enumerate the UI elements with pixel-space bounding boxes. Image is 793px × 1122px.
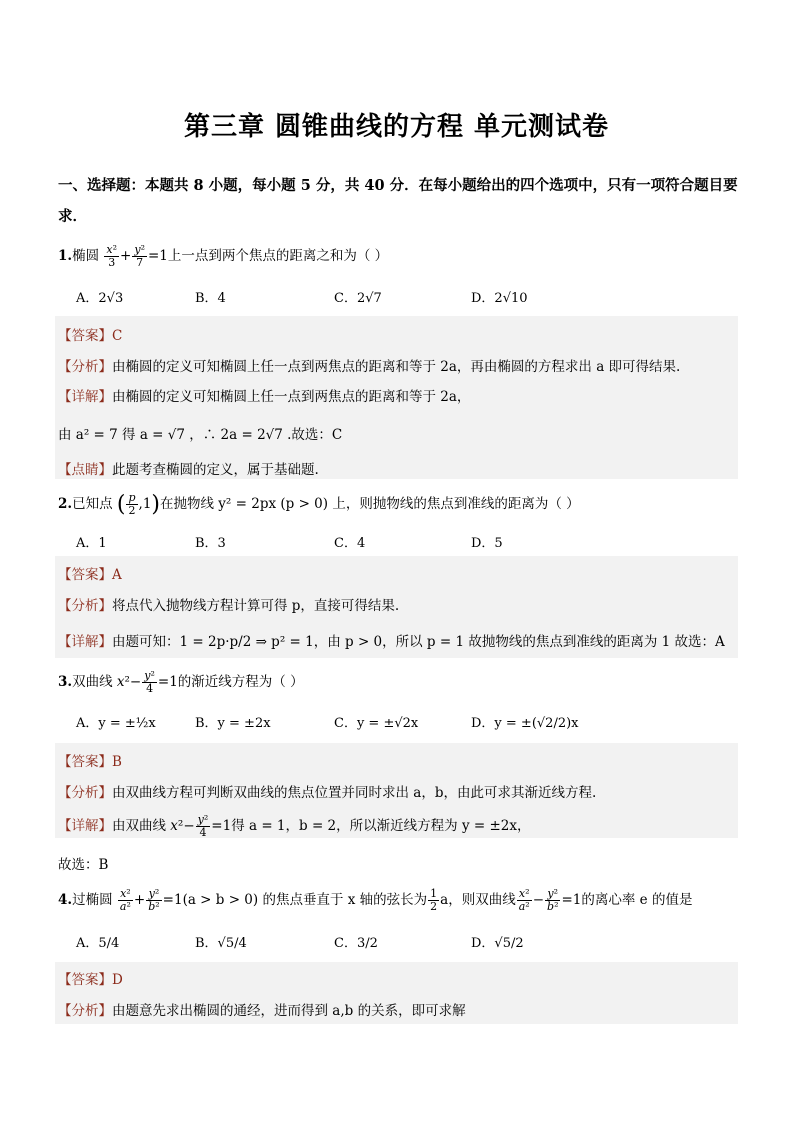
question-1: 1.椭圆 $\frac{\text{x²}}{3}$ + $\frac{\text{y²}}{7}$ =1上一点到两个焦点的距离之和为（ ）: [58, 243, 389, 269]
question-number: 1.: [58, 248, 73, 264]
option-d[interactable]: D．√5/2: [471, 936, 524, 951]
solution-box: 【答案】B 【分析】由双曲线方程可判断双曲线的焦点位置并同时求出 a，b，由此可求其渐近线方程. 【详解】由双曲线 x²− $\frac{\text{y²}}{4}$ =1得 a = 1，b = 2，所以渐近线方程为 y = ±2x，: [55, 743, 738, 838]
option-b[interactable]: B．4: [195, 291, 226, 306]
conclusion: 故选：B: [58, 857, 109, 873]
option-c[interactable]: C．4: [334, 536, 366, 551]
option-b[interactable]: B．√5/4: [195, 936, 247, 951]
solution-box: 【答案】D 【分析】由题意先求出椭圆的通经，进而得到 a,b 的关系，即可求解: [55, 962, 738, 1024]
option-b[interactable]: B．y = ±2x: [195, 716, 271, 731]
option-d[interactable]: D．5: [471, 536, 503, 551]
option-b[interactable]: B．3: [195, 536, 226, 551]
option-d[interactable]: D．y = ±(√2/2)x: [471, 716, 579, 731]
analysis-box: 【分析】由椭圆的定义可知椭圆上任一点到两焦点的距离和等于 2a，再由椭圆的方程求出 a 即可得结果.: [55, 349, 738, 379]
question-2: 2.已知点 ( $\frac{p}{2}$ ,1)在抛物线 y² = 2px (p > 0) 上，则抛物线的焦点到准线的距离为（ ）: [58, 491, 580, 517]
question-3: 3.双曲线 x²− $\frac{\text{y²}}{4}$ =1的渐近线方程为（ ）: [58, 669, 304, 695]
question-4: 4.过椭圆 $\frac{\text{x²}}{\text{a²}}$ + $\frac{\text{y²}}{\text{b²}}$ =1(a > b > 0) 的焦点垂直于 x 轴的弦长为 $\frac{1}{2}$ a，则双曲线 $\frac{\text{x²}}{\text{a²}}$ − $\frac{\text{y²}}{\text{b²}}$ =1的离心率 e 的值是: [58, 887, 693, 913]
option-a[interactable]: A．y = ±½x: [76, 716, 156, 731]
detail-box: 【详解】由椭圆的定义可知椭圆上任一点到两焦点的距离和等于 2a， 由 a² = 7 得 a = √7 ，∴ 2a = 2√7 .故选：C 【点睛】此题考查椭圆的定义，属于基础题.: [55, 379, 738, 479]
option-a[interactable]: A．2√3: [76, 291, 124, 306]
option-c[interactable]: C．y = ±√2x: [334, 716, 419, 731]
option-c[interactable]: C．2√7: [334, 291, 382, 306]
option-c[interactable]: C．3/2: [334, 936, 378, 951]
option-a[interactable]: A．1: [76, 536, 107, 551]
solution-box: 【答案】A 【分析】将点代入抛物线方程计算可得 p，直接可得结果. 【详解】由题可知：1 = 2p·p/2 ⇒ p² = 1，由 p > 0，所以 p = 1 故抛物线的焦点到准线的距离为 1 故选：A: [55, 556, 738, 658]
answer-box: 【答案】C: [55, 316, 738, 349]
option-a[interactable]: A．5/4: [76, 936, 120, 951]
page-title: 第三章 圆锥曲线的方程 单元测试卷: [183, 112, 610, 142]
section-heading: 一、选择题：本题共 8 小题，每小题 5 分，共 40 分．在每小题给出的四个选项中，只有一项符合题目要求．: [58, 177, 738, 225]
option-d[interactable]: D．2√10: [471, 291, 528, 306]
